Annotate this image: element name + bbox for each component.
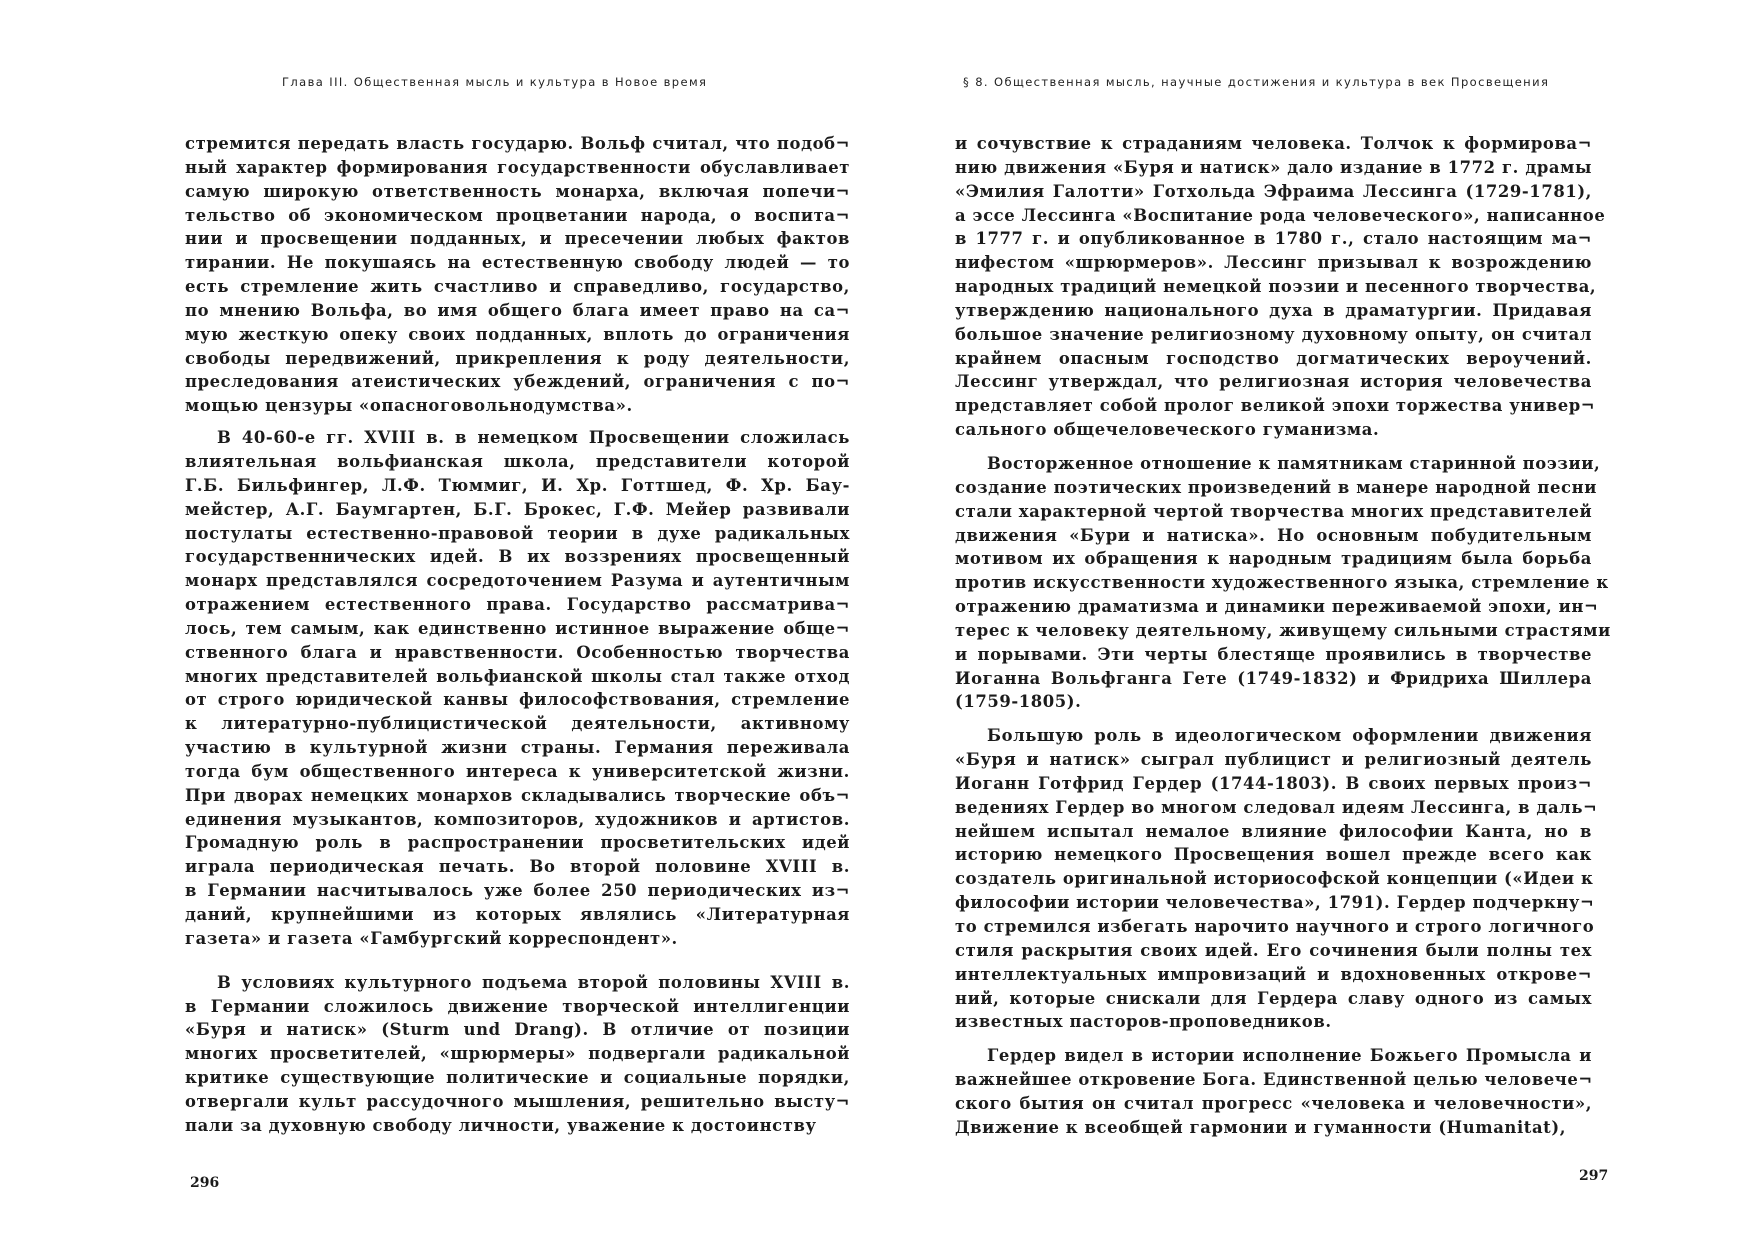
text-line: мейстер, А.Г. Баумгартен, Б.Г. Брокес, Г.Ф. Мейер развивали — [185, 499, 850, 519]
text-line: к литературно-публицистической деятельности, активному — [185, 714, 850, 734]
text-line: тогда бум общественного интереса к университетской жизни. — [185, 761, 850, 781]
text-line: Громадную роль в распространении просветительских идей — [185, 833, 850, 853]
text-line: В условиях культурного подъема второй половины XVIII в. — [217, 972, 850, 992]
text-line: государственнических идей. В их воззрениях просвещенный — [185, 547, 850, 567]
text-line: известных пасторов-проповедников. — [955, 1012, 1332, 1032]
text-line: нифестом «шрюрмеров». Лессинг призывал к возрождению — [955, 253, 1592, 273]
text-line: участию в культурной жизни страны. Германия переживала — [185, 738, 850, 758]
running-head: § 8. Общественная мысль, научные достижения и культура в век Просвещения — [963, 75, 1550, 89]
text-line: представляет собой пролог великой эпохи торжества универ¬ — [955, 396, 1596, 416]
text-line: сального общечеловеческого гуманизма. — [955, 420, 1380, 440]
page-number: 296 — [190, 1175, 220, 1191]
paragraph — [955, 132, 1606, 442]
text-line: Восторженное отношение к памятникам старинной поэзии, — [987, 453, 1601, 473]
text-line: постулаты естественно-правовой теории в духе радикальных — [185, 523, 850, 543]
paragraph — [955, 452, 1611, 714]
text-line: стиля раскрытия своих идей. Его сочинения были полны тех — [955, 940, 1592, 960]
text-line: ственного блага и нравственности. Особенностью творчества — [185, 642, 850, 662]
text-line: историю немецкого Просвещения вошел прежде всего как — [955, 845, 1592, 865]
right-page — [877, 0, 1754, 1239]
text-line: Г.Б. Бильфингер, Л.Ф. Тюммиг, И. Хр. Готтшед, Ф. Хр. Бау- — [185, 475, 850, 495]
text-line: Большую роль в идеологическом оформлении движения — [987, 726, 1592, 746]
text-line: и сочувствие к страданиям человека. Толчок к формирова¬ — [955, 134, 1592, 153]
paragraph — [185, 132, 850, 418]
text-line: «Буря и натиск» (Sturm und Drang). В отличие от позиции — [185, 1020, 850, 1040]
body-text — [955, 132, 1611, 1140]
text-line: Гердер видел в истории исполнение Божьего Промысла и — [987, 1046, 1592, 1066]
text-line: стали характерной чертой творчества многих представителей — [955, 501, 1593, 521]
text-line: свободы передвижений, прикрепления к роду деятельности, — [185, 348, 850, 368]
body-text — [185, 132, 850, 1138]
text-line: ведениях Гердер во многом следовал идеям Лессинга, в даль¬ — [955, 797, 1598, 817]
text-line: есть стремление жить счастливо и справедливо, государство, — [185, 277, 850, 297]
text-line: мощью цензуры «опасноговольнодумства». — [185, 396, 633, 416]
text-line: терес к человеку деятельному, живущему сильными страстями — [955, 620, 1611, 640]
text-line: «Буря и натиск» сыграл публицист и религиозный деятель — [955, 750, 1592, 770]
text-line: лось, тем самым, как единственно истинное выражение обще¬ — [185, 618, 850, 638]
text-line: интеллектуальных импровизаций и вдохновенных открове¬ — [955, 964, 1592, 984]
text-line: мую жесткую опеку своих подданных, вплоть до ограничения — [185, 324, 850, 344]
text-line: тельство об экономическом процветании народа, о воспита¬ — [185, 205, 850, 225]
text-line: большое значение религиозному духовному опыту, он считал — [955, 324, 1592, 344]
text-line: пали за духовную свободу личности, уважение к достоинству — [185, 1115, 817, 1135]
text-line: Иоганна Вольфганга Гете (1749-1832) и Фридриха Шиллера — [955, 668, 1592, 688]
text-line: самую широкую ответственность монарха, включая попечи¬ — [185, 181, 850, 201]
text-line: монарх представлялся сосредоточением Разума и аутентичным — [185, 571, 850, 591]
text-line: нейшем испытал немалое влияние философии Канта, но в — [955, 821, 1592, 841]
page-number: 297 — [1579, 1168, 1609, 1184]
text-line: по мнению Вольфа, во имя общего блага имеет право на са¬ — [185, 300, 850, 320]
text-line: создатель оригинальной историософской концепции («Идеи к — [955, 869, 1594, 889]
paragraph — [955, 724, 1598, 1034]
text-line: играла периодическая печать. Во второй половине XVIII в. — [185, 857, 850, 877]
text-line: В 40-60-е гг. XVIII в. в немецком Просвещении сложилась — [217, 428, 850, 448]
text-line: народных традиций немецкой поэзии и песенного творчества, — [955, 277, 1597, 297]
text-line: крайнем опасным господство догматических вероучений. — [955, 348, 1592, 368]
text-line: Иоганн Готфрид Гердер (1744-1803). В своих первых произ¬ — [955, 773, 1592, 793]
text-line: отражению драматизма и динамики переживаемой эпохи, ин¬ — [955, 597, 1599, 617]
paragraph — [955, 1044, 1592, 1139]
text-line: утверждению национального духа в драматургии. Придавая — [955, 300, 1592, 320]
text-line: газета» и газета «Гамбургский корреспондент». — [185, 928, 678, 948]
text-line: отражением естественного права. Государство рассматрива¬ — [185, 595, 850, 615]
text-line: единения музыкантов, композиторов, художников и артистов. — [185, 809, 850, 829]
text-line: а эссе Лессинга «Воспитание рода человеческого», написанное — [955, 205, 1606, 225]
text-line: многих представителей вольфианской школы стал также отход — [185, 666, 850, 686]
text-line: Движение к всеобщей гармонии и гуманности (Humanitat), — [955, 1117, 1567, 1137]
text-line: важнейшее откровение Бога. Единственной целью человече¬ — [955, 1070, 1593, 1090]
text-line: даний, крупнейшими из которых являлись «Литературная — [185, 905, 850, 924]
text-line: мотивом их обращения к народным традициям была борьба — [955, 549, 1592, 569]
text-line: (1759-1805). — [955, 692, 1082, 712]
text-line: ний, которые снискали для Гердера славу одного из самых — [955, 988, 1592, 1008]
text-line: влиятельная вольфианская школа, представители которой — [185, 451, 850, 471]
text-line: философии истории человечества», 1791). Гердер подчеркну¬ — [955, 893, 1595, 913]
text-line: критике существующие политические и социальные порядки, — [185, 1068, 850, 1088]
text-line: нию движения «Буря и натиск» дало издание в 1772 г. драмы — [955, 157, 1592, 177]
text-line: ный характер формирования государственности обуславливает — [185, 157, 850, 177]
text-line: против искусственности художественного языка, стремление к — [955, 573, 1609, 593]
text-line: стремится передать власть государю. Вольф считал, что подоб¬ — [185, 134, 850, 153]
text-line: и порывами. Эти черты блестяще проявились в творчестве — [955, 644, 1592, 664]
text-line: движения «Бури и натиска». Но основным побудительным — [955, 525, 1592, 545]
text-line: в Германии насчитывалось уже более 250 периодических из¬ — [185, 881, 850, 901]
text-line: Лессинг утверждал, что религиозная история человечества — [955, 372, 1592, 392]
running-head: Глава III. Общественная мысль и культура в Новое время — [282, 75, 708, 89]
text-line: ского бытия он считал прогресс «человека и человечности», — [955, 1093, 1592, 1113]
text-line: При дворах немецких монархов складывались творческие объ¬ — [185, 785, 850, 805]
text-line: от строго юридической канвы философствования, стремление — [185, 690, 850, 710]
text-line: отвергали культ рассудочного мышления, решительно высту¬ — [185, 1091, 850, 1111]
text-line: в 1777 г. и опубликованное в 1780 г., стало настоящим ма¬ — [955, 229, 1592, 249]
text-line: «Эмилия Галотти» Готхольда Эфраима Лессинга (1729-1781), — [955, 181, 1592, 201]
text-line: нии и просвещении подданных, и пресечении любых фактов — [185, 229, 850, 249]
text-line: многих просветителей, «шрюрмеры» подвергали радикальной — [185, 1044, 850, 1064]
paragraph — [185, 971, 850, 1138]
paragraph — [185, 426, 850, 951]
text-line: тирании. Не покушаясь на естественную свободу людей — то — [185, 253, 850, 273]
text-line: в Германии сложилось движение творческой интеллигенции — [185, 996, 850, 1016]
text-line: создание поэтических произведений в манере народной песни — [955, 477, 1597, 497]
text-line: то стремился избегать нарочито научного и строго логичного — [955, 917, 1595, 936]
text-line: преследования атеистических убеждений, ограничения с по¬ — [185, 372, 850, 392]
